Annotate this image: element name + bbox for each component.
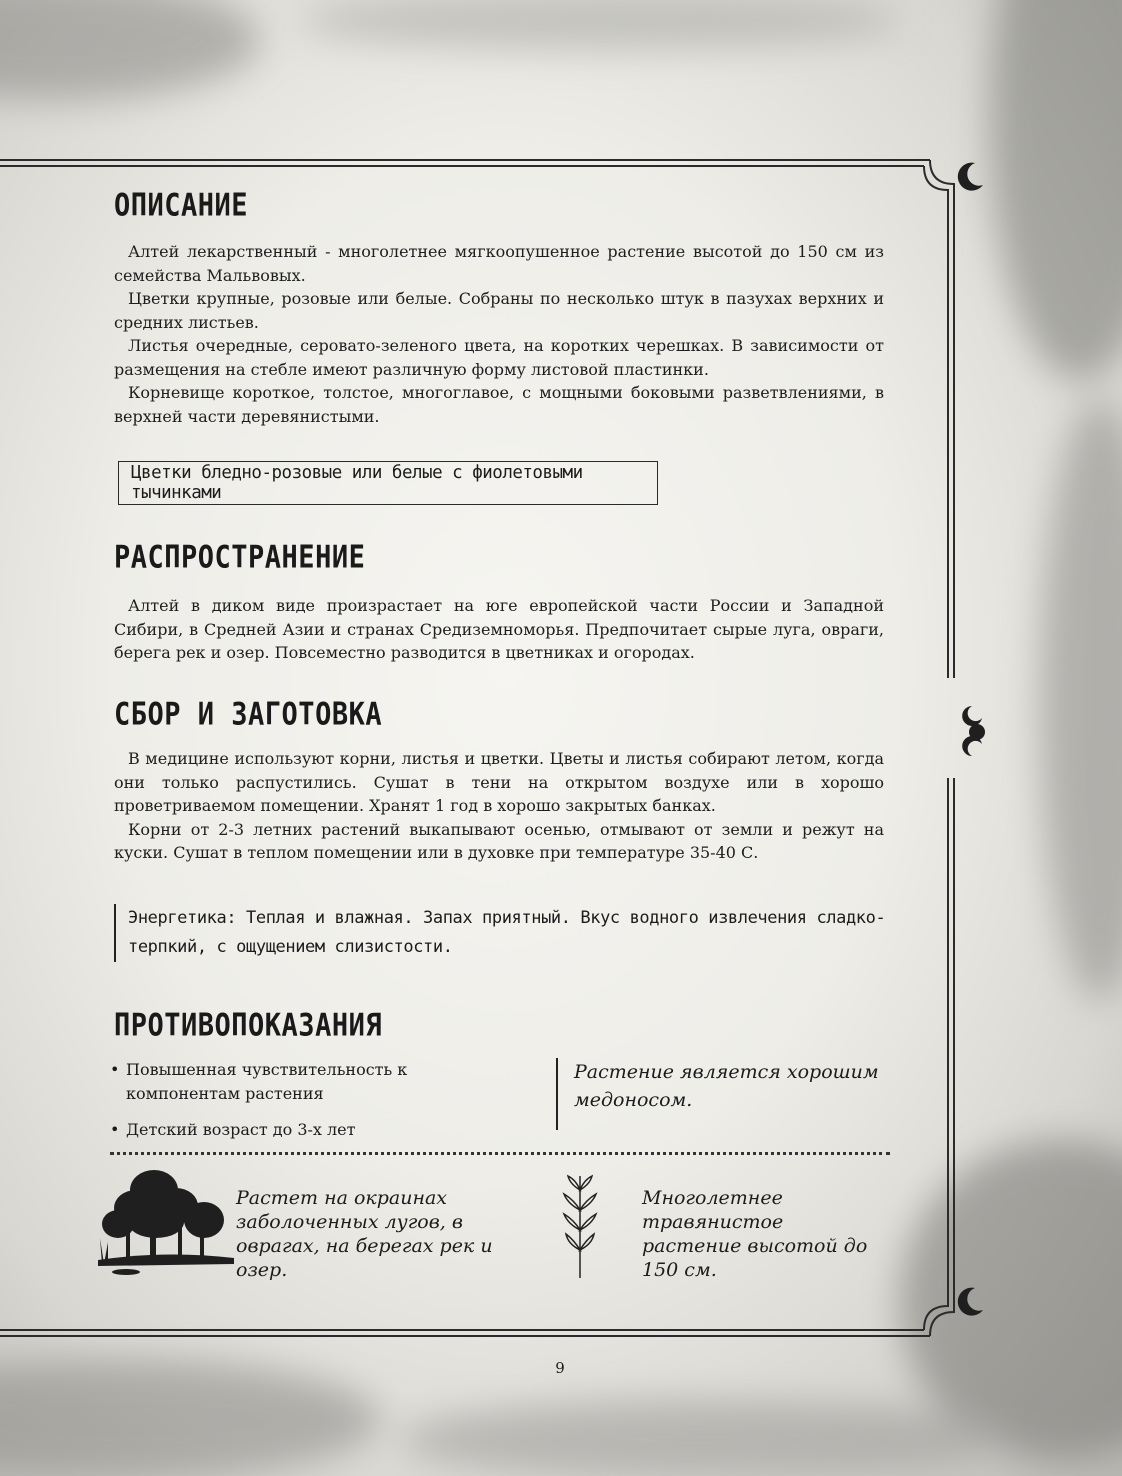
description-paragraph: Цветки крупные, розовые или белые. Собраны по несколько штук в пазухах верхних и средних листьев. <box>114 289 884 332</box>
plant-note: Многолетнее травянистое растение высотой до 150 см. <box>642 1187 868 1281</box>
distribution-heading: РАСПРОСТРАНЕНИЕ <box>114 540 366 576</box>
distribution-text <box>114 594 884 665</box>
description-heading: ОПИСАНИЕ <box>114 188 249 224</box>
harvest-paragraph: В медицине используют корни, листья и цветки. Цветы и листья собирают летом, когда они только распустились. Сушат в тени на открытом воздухе или в хорошо проветриваемом помещении. Хранят 1 год в хорошо закрытых банках. <box>114 749 884 815</box>
harvest-paragraph: Корни от 2-3 летних растений выкапывают осенью, отмывают от земли и режут на куски. Сушат в теплом помещении или в духовке при температуре 35-40 С. <box>114 819 884 862</box>
energy-note: Энергетика: Теплая и влажная. Запах приятный. Вкус водного извлечения сладко-терпкий, с ощущением слизистости. <box>114 904 908 962</box>
distribution-paragraph: Алтей в диком виде произрастает на юге европейской части России и Западной Сибири, в Средней Азии и странах Средиземноморья. Предпочитает сырые луга, овраги, берега рек и озер. Повсеместно разводится в цветниках и огородах. <box>114 596 884 662</box>
contraindications-heading: ПРОТИВОПОКАЗАНИЯ <box>114 1008 383 1044</box>
description-paragraph: Листья очередные, серовато-зеленого цвета, на коротких черешках. В зависимости от размещения на стебле имеют различную форму листовой пластинки. <box>114 336 884 379</box>
description-paragraph: Корневище короткое, толстое, многоглавое, с мощными боковыми разветвлениями, в верхней части деревянистыми. <box>114 383 884 426</box>
page-number: 9 <box>555 1359 565 1377</box>
moon-ornaments <box>958 163 985 1316</box>
list-item: • Повышенная чувствительность к компонентам растения <box>110 1058 430 1106</box>
description-text <box>114 240 884 428</box>
dotted-divider <box>110 1152 890 1155</box>
contraindications-list <box>110 1058 430 1154</box>
harvest-text <box>114 747 884 865</box>
harvest-heading: СБОР И ЗАГОТОВКА <box>114 697 383 733</box>
honey-plant-note: Растение является хорошим медоносом. <box>556 1058 894 1130</box>
description-paragraph: Алтей лекарственный - многолетнее мягкоопушенное растение высотой до 150 см из семейства Мальвовых. <box>114 242 884 285</box>
sprig-icon <box>560 1170 600 1280</box>
list-item: • Детский возраст до 3-х лет <box>110 1118 430 1142</box>
flower-callout: Цветки бледно-розовые или белые с фиолетовыми тычинками <box>118 461 658 505</box>
forest-icon <box>96 1168 236 1278</box>
habitat-note: Растет на окраинах заболоченных лугов, в оврагах, на берегах рек и озер. <box>236 1187 493 1281</box>
